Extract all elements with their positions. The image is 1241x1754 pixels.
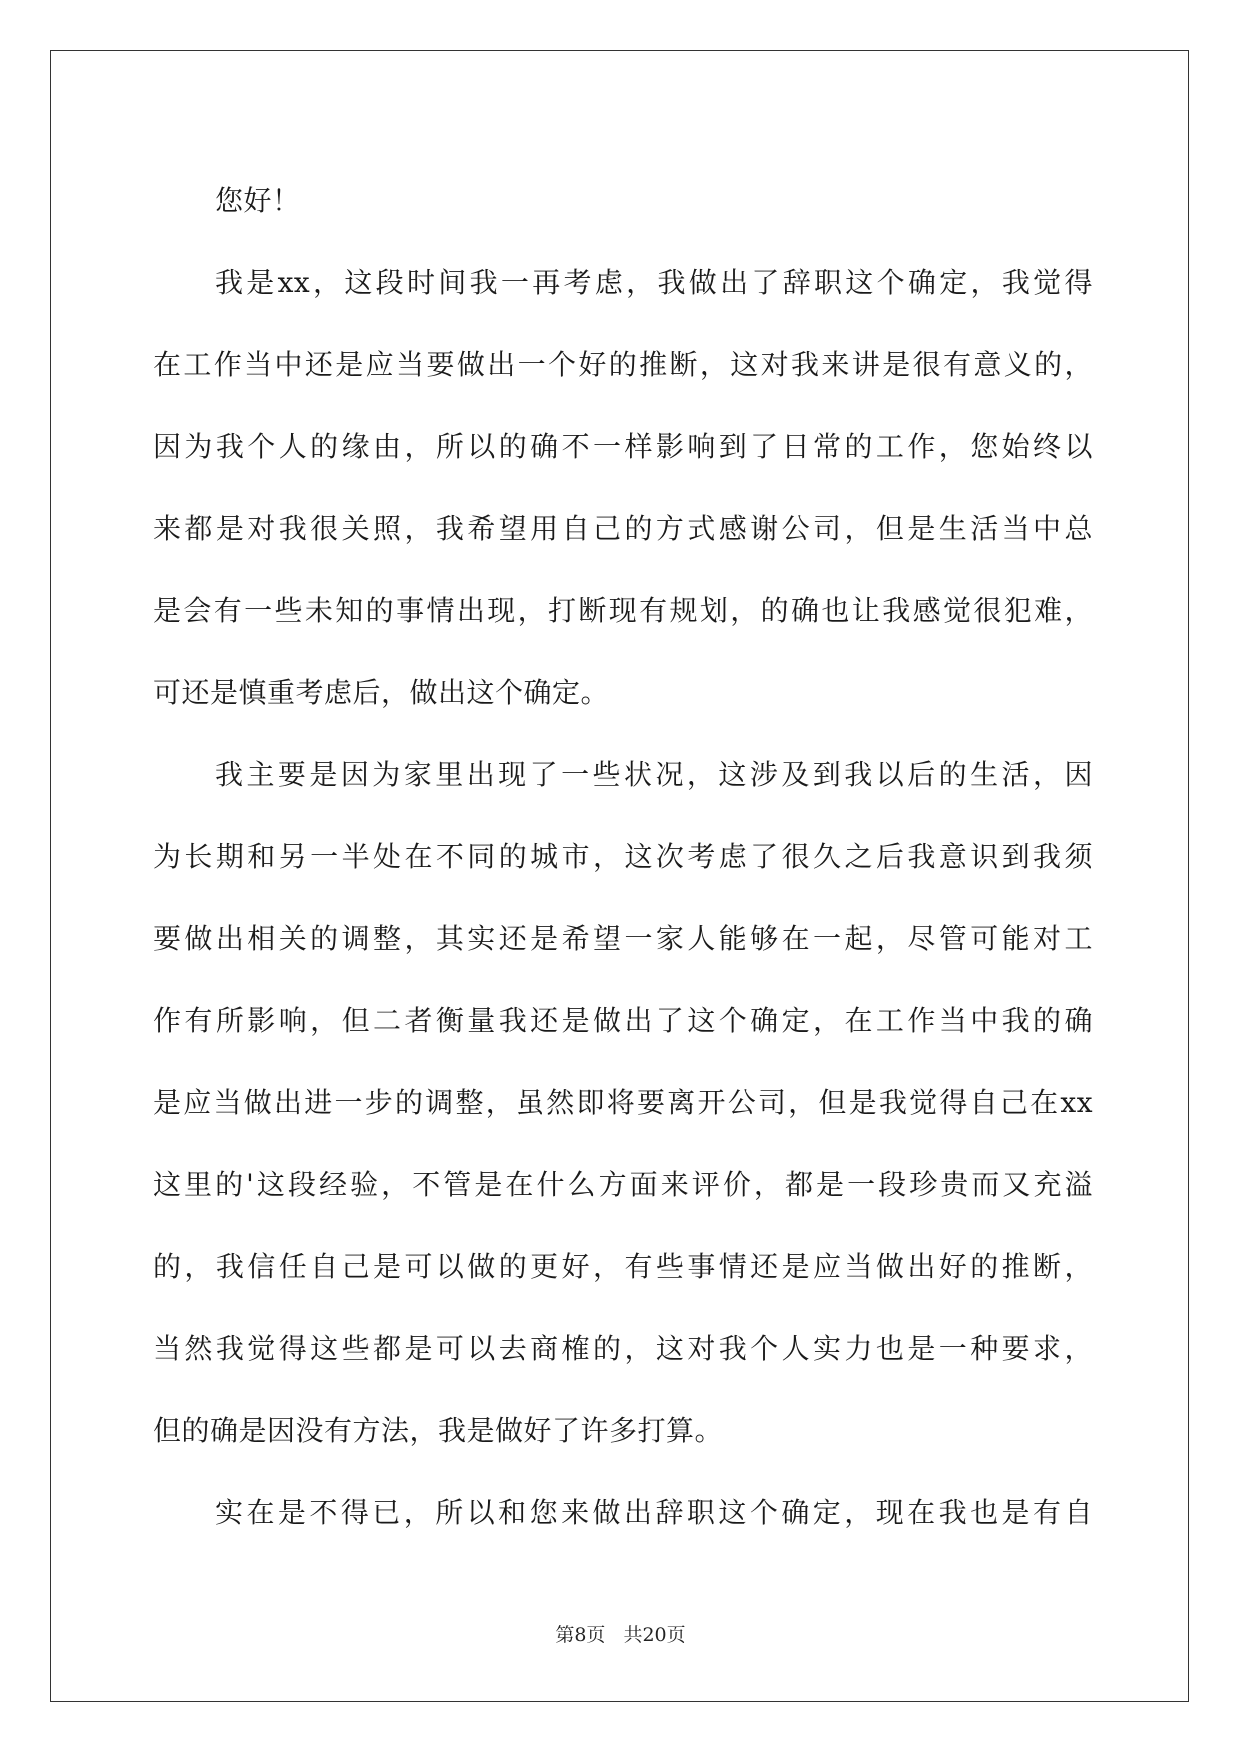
text-line: 我是xx，这段时间我一再考虑，我做出了辞职这个确定，我觉得 (215, 266, 1093, 299)
text-line: 当然我觉得这些都是可以去商榷的，这对我个人实力也是一种要求， (153, 1332, 1093, 1365)
text-line: 可还是慎重考虑后，做出这个确定。 (153, 676, 610, 709)
text-line: 的，我信任自己是可以做的更好，有些事情还是应当做出好的推断， (153, 1250, 1093, 1283)
paragraph-1 (153, 242, 1093, 734)
text-line: 因为我个人的缘由，所以的确不一样影响到了日常的工作，您始终以 (153, 430, 1093, 463)
text-line: 来都是对我很关照，我希望用自己的方式感谢公司，但是生活当中总 (153, 512, 1093, 545)
text-line: 我主要是因为家里出现了一些状况，这涉及到我以后的生活，因 (215, 758, 1093, 791)
text-line: 是应当做出进一步的调整，虽然即将要离开公司，但是我觉得自己在xx (153, 1086, 1093, 1119)
paragraph-2 (153, 734, 1093, 1472)
paragraph-3 (153, 1472, 1093, 1554)
page-footer (0, 1620, 1241, 1647)
letter-body (153, 160, 1093, 1554)
greeting: 您好！ (215, 184, 301, 217)
text-line: 作有所影响，但二者衡量我还是做出了这个确定，在工作当中我的确 (153, 1004, 1093, 1037)
text-line: 要做出相关的调整，其实还是希望一家人能够在一起，尽管可能对工 (153, 922, 1093, 955)
text-line: 为长期和另一半处在不同的城市，这次考虑了很久之后我意识到我须 (153, 840, 1093, 873)
page-total: 共20页 (623, 1624, 686, 1646)
text-line: 实在是不得已，所以和您来做出辞职这个确定，现在我也是有自 (215, 1496, 1093, 1529)
text-line: 是会有一些未知的事情出现，打断现有规划，的确也让我感觉很犯难， (153, 594, 1093, 627)
text-line: 在工作当中还是应当要做出一个好的推断，这对我来讲是很有意义的， (153, 348, 1093, 381)
page-number: 第8页 (555, 1624, 606, 1646)
text-line: 这里的'这段经验，不管是在什么方面来评价，都是一段珍贵而又充溢 (153, 1168, 1093, 1201)
text-line: 但的确是因没有方法，我是做好了许多打算。 (153, 1414, 724, 1447)
